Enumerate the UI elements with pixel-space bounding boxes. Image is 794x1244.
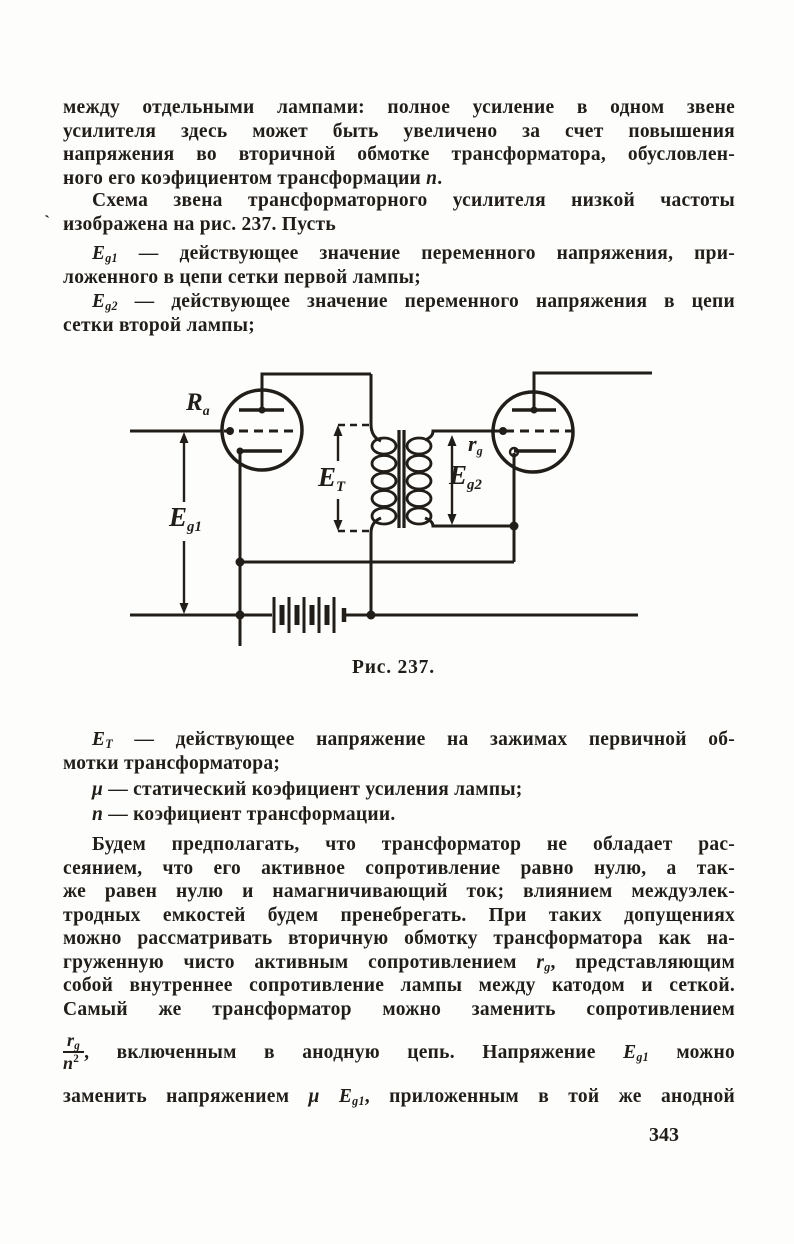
text-line: усилителя здесь может быть увеличено за счет повышения bbox=[63, 120, 735, 142]
text-line: мотки трансформатора; bbox=[63, 752, 281, 774]
text-line: напряжения во вторичной обмотке трансформатора, обусловлен- bbox=[63, 144, 735, 165]
label-eg1: $E_{g1}$ bbox=[169, 502, 202, 536]
label-et: $E_T$ bbox=[318, 462, 346, 496]
page-number: 343 bbox=[649, 1124, 679, 1146]
junction-dots bbox=[236, 522, 519, 620]
text-line: собой внутреннее сопротивление лампы между катодом и сеткой. bbox=[63, 975, 735, 996]
text-line: груженную чисто активным сопротивлением $r_g$, представляющим bbox=[63, 951, 735, 974]
text-line: μ — статический коэфициент усиления лампы; bbox=[92, 779, 523, 800]
battery bbox=[274, 597, 344, 633]
label-eg2: $E_{g2}$ bbox=[449, 460, 482, 494]
text-line: Самый же трансформатор можно заменить сопротивлением bbox=[63, 998, 735, 1020]
figure-caption: Рис. 237. bbox=[352, 657, 435, 678]
text-line: тродных емкостей будем пренебрегать. При таких допущениях bbox=[63, 904, 735, 926]
text-line: $E_{g1}$ — действующее значение переменного напряжения, при- bbox=[92, 243, 735, 266]
text-line: $E_T$ — действующее напряжение на зажимах первичной об- bbox=[92, 729, 735, 752]
text-line: n — коэфициент трансформации. bbox=[92, 804, 396, 825]
text-line: ложенного в цепи сетки первой лампы; bbox=[63, 266, 421, 288]
transformer bbox=[372, 430, 431, 528]
text-line: Схема звена трансформаторного усилителя низкой частоты bbox=[92, 190, 735, 211]
text-line: сеянием, что его активное сопротивление равно нулю, а так- bbox=[63, 857, 735, 879]
text-line: изображена на рис. 237. Пусть bbox=[63, 213, 336, 235]
text-line: Будем предполагать, что трансформатор не обладает рас- bbox=[92, 834, 735, 855]
text-line: заменить напряжением μ $E_{g1}$, приложенным в той же анодной bbox=[63, 1086, 735, 1109]
scan-artifact: ` bbox=[43, 211, 52, 232]
text-line: ного его коэфициентом трансформации n. bbox=[63, 167, 443, 189]
text-line: можно рассматривать вторичную обмотку трансформатора как на- bbox=[63, 928, 735, 949]
text-line: $E_{g2}$ — действующее значение переменного напряжения в цепи bbox=[92, 291, 735, 314]
text-line: $\frac{r_g}{n^2}$ , включенным в анодную цепь. Напряжение $E_{g1}$ можно bbox=[63, 1029, 736, 1073]
label-rg: $r_g$ bbox=[468, 431, 483, 459]
text-line: же равен нулю и намагничивающий ток; влиянием междуэлек- bbox=[63, 881, 735, 902]
text-line: между отдельными лампами: полное усиление в одном звене bbox=[63, 97, 735, 118]
label-anode-resistance: $R_a$ bbox=[186, 389, 210, 418]
text-line: сетки второй лампы; bbox=[63, 314, 255, 336]
